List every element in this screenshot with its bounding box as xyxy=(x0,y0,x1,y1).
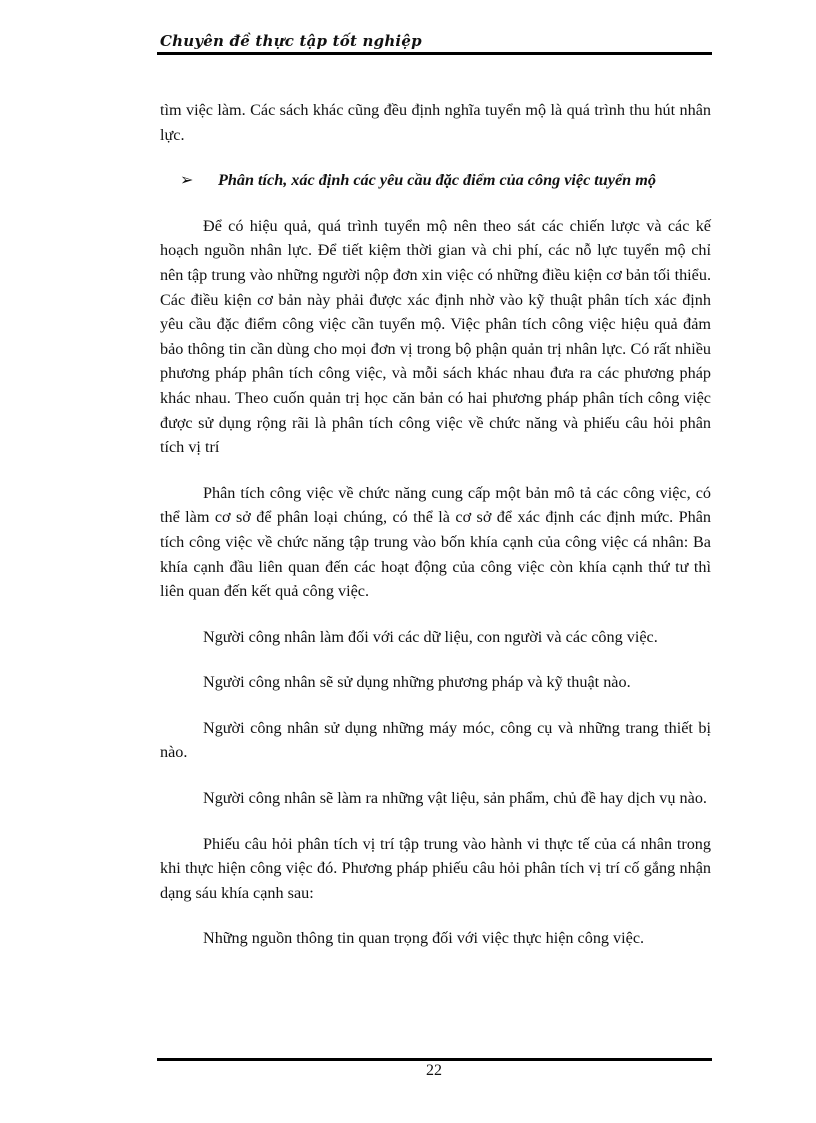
header-rule xyxy=(157,52,712,55)
paragraph: Phiếu câu hỏi phân tích vị trí tập trung vào hành vi thực tế của cá nhân trong khi thực hiện công việc đó. Phương pháp phiếu câu hỏi phân tích vị trí cố gắng nhận dạng sáu khía cạnh sau: xyxy=(160,834,711,902)
paragraph: Người công nhân làm đối với các dữ liệu, con người và các công việc. xyxy=(203,627,658,646)
body-text xyxy=(160,98,711,972)
footer-rule xyxy=(157,1058,712,1061)
page-number: 22 xyxy=(426,1062,442,1079)
section-heading xyxy=(160,168,711,193)
section-heading-text: Phân tích, xác định các yêu cầu đặc điểm của công việc tuyển mộ xyxy=(218,171,656,190)
paragraph: Người công nhân sẽ sử dụng những phương pháp và kỹ thuật nào. xyxy=(203,673,631,692)
paragraph: Người công nhân sử dụng những máy móc, công cụ và những trang thiết bị nào. xyxy=(160,718,711,762)
paragraph: Người công nhân sẽ làm ra những vật liệu, sản phẩm, chủ đề hay dịch vụ nào. xyxy=(203,789,707,808)
paragraph: Những nguồn thông tin quan trọng đối với việc thực hiện công việc. xyxy=(203,929,645,948)
arrow-bullet-icon: ➢ xyxy=(180,171,194,190)
paragraph: Để có hiệu quả, quá trình tuyển mộ nên theo sát các chiến lược và các kế hoạch nguồn nhân lực. Để tiết kiệm thời gian và chi phí, các nỗ lực tuyển mộ chỉ nên tập trung vào những người nộp đơn xin việc có những điều kiện cơ bản tối thiểu. Các điều kiện cơ bản này phải được xác định nhờ vào kỹ thuật phân tích xác định yêu cầu đặc điểm công việc cần tuyển mộ. Việc phân tích công việc hiệu quả đảm bảo thông tin cần dùng cho mọi đơn vị trong bộ phận quản trị nhân lực. Có rất nhiều phương pháp phân tích công việc, và mỗi sách khác nhau đưa ra các phương pháp khác nhau. Theo cuốn quản trị học căn bản có hai phương pháp phân tích công việc được sử dụng rộng rãi là phân tích công việc về chức năng và phiếu câu hỏi phân tích vị trí xyxy=(160,216,711,457)
running-header-title: Chuyên đề thực tập tốt nghiệp xyxy=(160,32,422,50)
paragraph-continuation: tìm việc làm. Các sách khác cũng đều định nghĩa tuyển mộ là quá trình thu hút nhân lực. xyxy=(160,101,711,144)
paragraph: Phân tích công việc về chức năng cung cấp một bản mô tả các công việc, có thể làm cơ sở để phân loại chúng, có thể là cơ sở để xác định các định mức. Phân tích công việc về chức năng tập trung vào bốn khía cạnh của công việc cá nhân: Ba khía cạnh đầu liên quan đến các hoạt động của công việc còn khía cạnh thứ tư thì liên quan đến kết quả công việc. xyxy=(160,483,711,601)
